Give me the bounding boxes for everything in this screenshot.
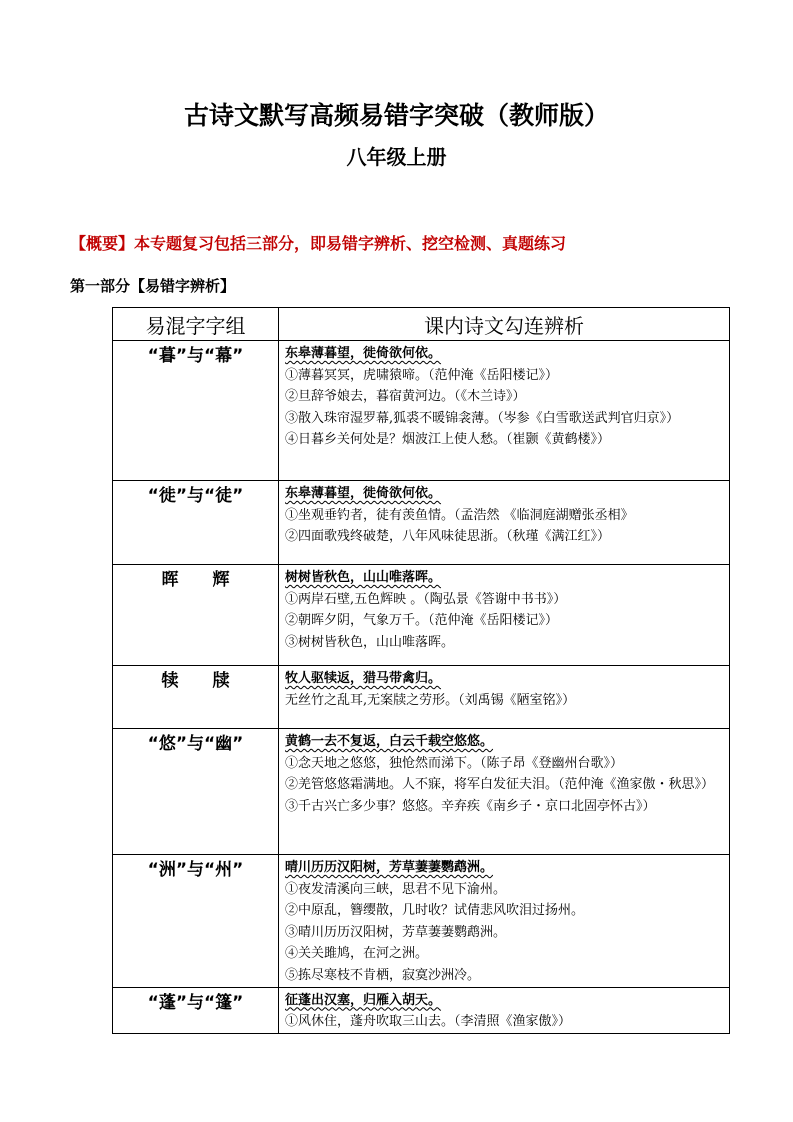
key-poem-line: 东皋薄暮望，徙倚欲何依。	[285, 346, 442, 361]
poem-analysis-cell	[279, 481, 730, 565]
key-poem-line: 东皋薄暮望，徙倚欲何依。	[285, 486, 442, 501]
example-line: ①坐观垂钓者，徒有羡鱼情。（孟浩然 《临洞庭湖赠张丞相》	[285, 507, 634, 523]
table-row	[113, 987, 730, 1033]
table-row	[113, 855, 730, 988]
char-group-cell: “蓬”与“篷”	[113, 987, 279, 1033]
example-line: ②中原乱，簪缨散，几时收？试倩悲风吹泪过扬州。	[285, 903, 585, 919]
key-poem-line: 牧人驱犊返，猎马带禽归。	[285, 671, 442, 686]
table-row	[113, 666, 730, 729]
char-group-cell: “悠”与“幽”	[113, 729, 279, 855]
char-group-cell: 晖 辉	[113, 565, 279, 666]
char-group-cell: “洲”与“州”	[113, 855, 279, 988]
example-line: ②朝晖夕阴，气象万千。（范仲淹《岳阳楼记》）	[285, 613, 559, 629]
part-one-title: 第一部分【易错字辨析】	[70, 277, 236, 295]
poem-analysis-cell	[279, 855, 730, 988]
key-poem-line: 晴川历历汉阳树，芳草萋萋鹦鹉洲。	[285, 860, 494, 875]
example-line: ③千古兴亡多少事？悠悠。辛弃疾《南乡子・京口北固亭怀古》）	[285, 798, 656, 814]
table-row	[113, 481, 730, 565]
poem-analysis-cell	[279, 666, 730, 729]
table-header-row	[113, 308, 730, 341]
poem-analysis-cell	[279, 341, 730, 481]
column-header-poem-analysis: 课内诗文勾连辨析	[279, 308, 730, 341]
example-line: ①夜发清溪向三峡，思君不见下渝州。	[285, 881, 507, 897]
example-line: ①薄暮冥冥，虎啸猿啼。（范仲淹《岳阳楼记》）	[285, 367, 559, 383]
table-row	[113, 565, 730, 666]
document-subtitle: 八年级上册	[346, 145, 447, 169]
char-group-cell: “暮”与“幕”	[113, 341, 279, 481]
key-poem-line: 树树皆秋色，山山唯落晖。	[285, 570, 442, 585]
poem-analysis-cell	[279, 987, 730, 1033]
example-line: ②四面歌残终破楚，八年风味徒思浙。（秋瑾《满江红》）	[285, 529, 611, 545]
poem-analysis-cell	[279, 729, 730, 855]
example-line: ④关关雎鸠，在河之洲。	[285, 946, 429, 962]
key-poem-line: 黄鹤一去不复返，白云千载空悠悠。	[285, 734, 494, 749]
example-line: 无丝竹之乱耳,无案牍之劳形。（刘禹锡《陋室铭》）	[285, 692, 576, 708]
char-group-cell: “徙”与“徒”	[113, 481, 279, 565]
document-title: 古诗文默写高频易错字突破（教师版）	[183, 101, 609, 130]
example-line: ②羌管悠悠霜满地。人不寐，将军白发征夫泪。（范仲淹《渔家傲・秋思》）	[285, 777, 715, 793]
example-line: ③散入珠帘湿罗幕,狐裘不暖锦衾薄。（岑参《白雪歌送武判官归京》）	[285, 410, 680, 426]
table-row	[113, 729, 730, 855]
column-header-char-groups: 易混字字组	[113, 308, 279, 341]
example-line: ⑤拣尽寒枝不肯栖，寂寞沙洲冷。	[285, 967, 481, 983]
confusable-characters-table	[112, 307, 730, 1034]
example-line: ①两岸石壁,五色辉映 。（陶弘景《答谢中书书》）	[285, 591, 567, 607]
example-line: ③晴川历历汉阳树，芳草萋萋鹦鹉洲。	[285, 924, 507, 940]
example-line: ②旦辞爷娘去，暮宿黄河边。（《木兰诗》）	[285, 389, 526, 405]
char-group-cell: 犊 牍	[113, 666, 279, 729]
summary-text: 【概要】本专题复习包括三部分，即易错字辨析、挖空检测、真题练习	[70, 234, 567, 253]
example-line: ①风休住，蓬舟吹取三山去。（李清照《渔家傲》）	[285, 1014, 572, 1030]
example-line: ①念天地之悠悠，独怆然而涕下。（陈子昂《登幽州台歌》）	[285, 755, 624, 771]
key-poem-line: 征蓬出汉塞，归雁入胡天。	[285, 992, 442, 1008]
example-line: ④日暮乡关何处是？烟波江上使人愁。（崔颢《黄鹤楼》）	[285, 432, 611, 448]
example-line: ③树树皆秋色，山山唯落晖。	[285, 634, 455, 650]
poem-analysis-cell	[279, 565, 730, 666]
table-row	[113, 341, 730, 481]
